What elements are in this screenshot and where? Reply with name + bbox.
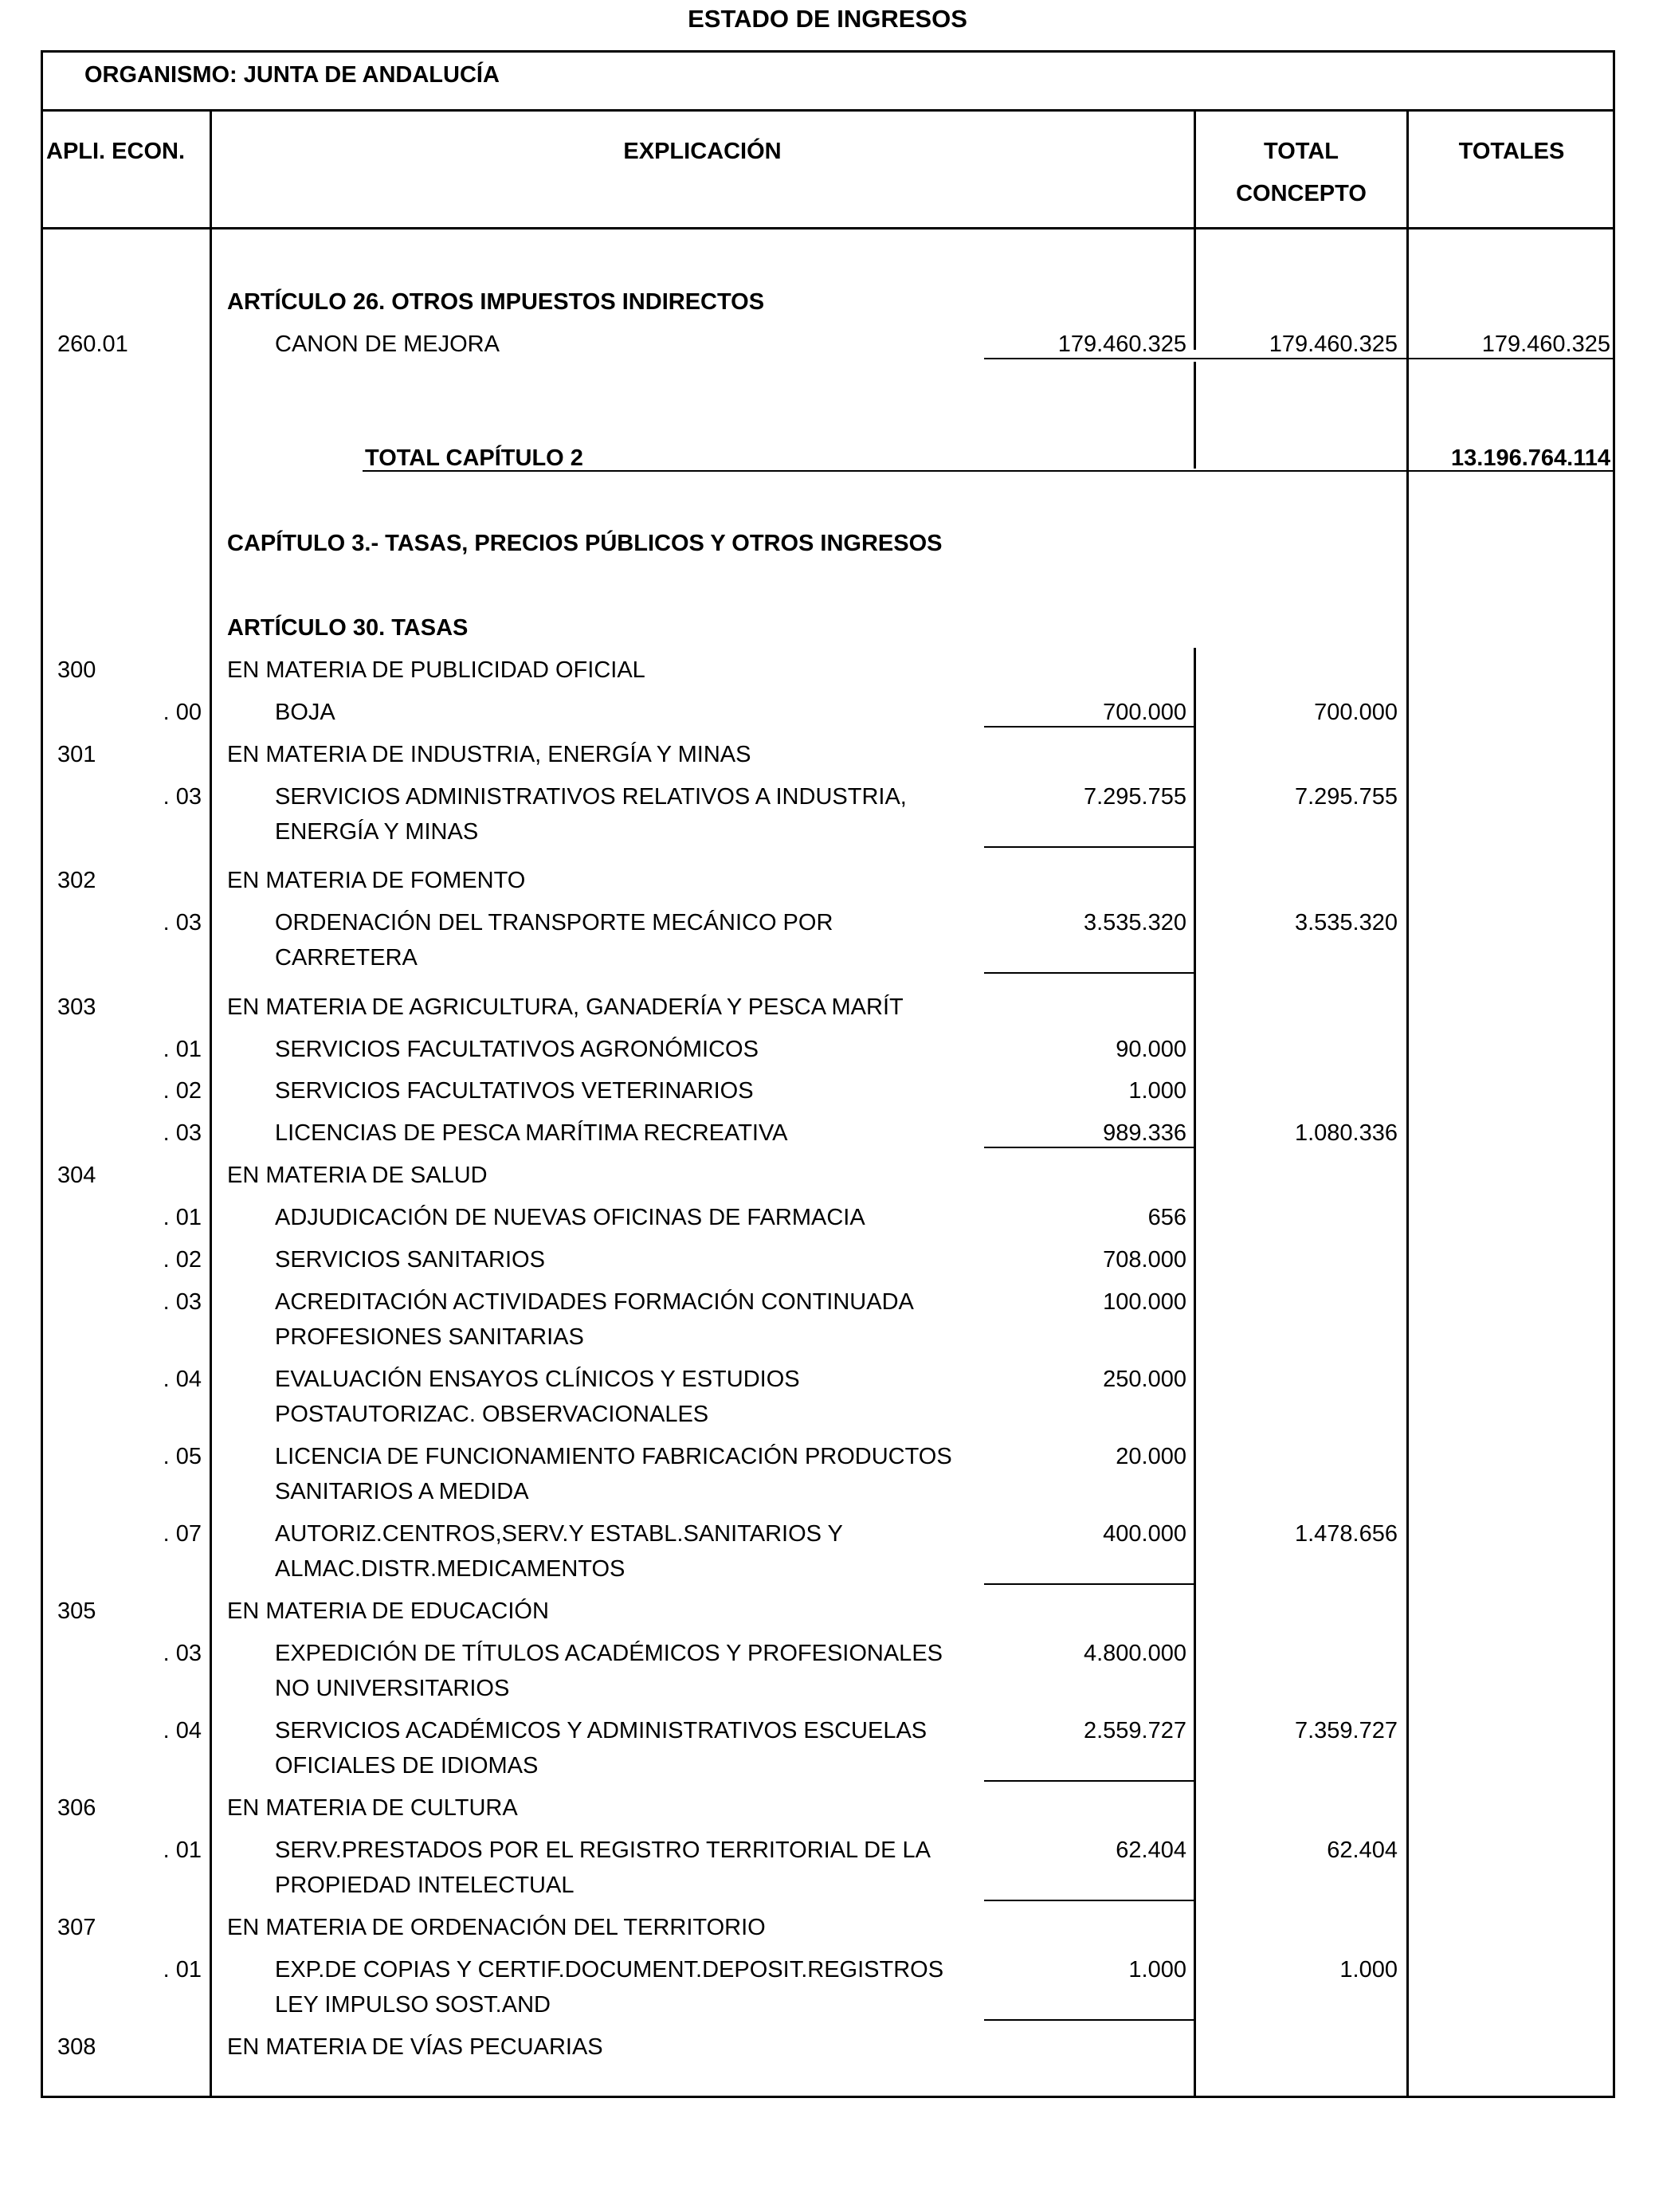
row-group-label: EN MATERIA DE AGRICULTURA, GANADERÍA Y PESCA MARÍT [227,994,904,1020]
row-description: LICENCIA DE FUNCIONAMIENTO FABRICACIÓN PRODUCTOS [275,1444,952,1469]
row-amount: 700.000 [1103,700,1186,725]
row-econ: . 07 [163,1521,202,1547]
header-explicacion: EXPLICACIÓN [623,139,782,164]
row-econ: . 01 [163,1957,202,1983]
row-apli: 300 [57,657,96,683]
row-description: BOJA [275,700,335,725]
row-amount: 400.000 [1103,1521,1186,1547]
row-econ: . 03 [163,1289,202,1315]
row-apli: 308 [57,2034,96,2060]
row-group-label: EN MATERIA DE FOMENTO [227,868,526,893]
column-divider [1194,362,1196,469]
underline [984,1780,1194,1782]
row-group-label: EN MATERIA DE PUBLICIDAD OFICIAL [227,657,645,683]
underline [984,972,1194,974]
row-heading: CAPÍTULO 3.- TASAS, PRECIOS PÚBLICOS Y OTROS INGRESOS [227,531,943,556]
row-description: SERVICIOS FACULTATIVOS VETERINARIOS [275,1078,754,1104]
row-totales: 13.196.764.114 [1451,445,1610,471]
row-group-label: EN MATERIA DE EDUCACIÓN [227,1598,549,1624]
row-econ: . 05 [163,1444,202,1469]
row-econ: . 04 [163,1367,202,1392]
column-divider [1194,648,1196,2098]
row-amount: 20.000 [1116,1444,1186,1469]
row-description: EXPEDICIÓN DE TÍTULOS ACADÉMICOS Y PROFESIONALES [275,1641,943,1666]
underline [984,358,1194,359]
row-amount: 179.460.325 [1057,331,1186,357]
row-amount: 4.800.000 [1083,1641,1186,1666]
row-heading: ARTÍCULO 30. TASAS [227,615,469,641]
row-group-label: EN MATERIA DE SALUD [227,1163,488,1188]
underline [984,846,1194,848]
row-econ: . 03 [163,1120,202,1146]
row-total-concepto: 1.000 [1339,1957,1398,1983]
row-total-label: TOTAL CAPÍTULO 2 [365,445,583,471]
row-econ: . 00 [163,700,202,725]
row-description-cont: NO UNIVERSITARIOS [275,1676,510,1701]
row-description: SERVICIOS ACADÉMICOS Y ADMINISTRATIVOS ESCUELAS [275,1718,928,1743]
row-group-label: EN MATERIA DE ORDENACIÓN DEL TERRITORIO [227,1915,766,1940]
row-econ: . 02 [163,1078,202,1104]
underline [984,726,1194,728]
row-amount: 90.000 [1116,1037,1186,1062]
row-amount: 100.000 [1103,1289,1186,1315]
row-group-label: EN MATERIA DE INDUSTRIA, ENERGÍA Y MINAS [227,742,751,767]
row-description: EVALUACIÓN ENSAYOS CLÍNICOS Y ESTUDIOS [275,1367,800,1392]
row-apli: 305 [57,1598,96,1624]
underline [984,1583,1194,1585]
row-description: ORDENACIÓN DEL TRANSPORTE MECÁNICO POR [275,910,833,935]
row-description: SERVICIOS ADMINISTRATIVOS RELATIVOS A INDUSTRIA, [275,784,907,810]
organismo-label: ORGANISMO: JUNTA DE ANDALUCÍA [84,62,500,88]
row-econ: . 03 [163,784,202,810]
row-apli: 302 [57,868,96,893]
row-description-cont: LEY IMPULSO SOST.AND [275,1992,551,2018]
header-apli-econ: APLI. ECON. [46,139,186,164]
page-title: ESTADO DE INGRESOS [688,5,967,33]
row-apli: 306 [57,1795,96,1821]
row-total-concepto: 179.460.325 [1269,331,1398,357]
row-description-cont: PROFESIONES SANITARIAS [275,1324,584,1350]
row-description: ADJUDICACIÓN DE NUEVAS OFICINAS DE FARMACIA [275,1205,865,1230]
row-amount: 656 [1147,1205,1186,1230]
row-description: ACREDITACIÓN ACTIVIDADES FORMACIÓN CONTINUADA [275,1289,914,1315]
row-amount: 2.559.727 [1083,1718,1186,1743]
row-description-cont: ALMAC.DISTR.MEDICAMENTOS [275,1556,626,1582]
header-totales: TOTALES [1458,139,1565,164]
row-description-cont: CARRETERA [275,945,418,971]
row-group-label: EN MATERIA DE CULTURA [227,1795,518,1821]
divider [41,109,1615,112]
row-amount: 3.535.320 [1083,910,1186,935]
divider [41,227,1615,229]
underline [1406,358,1615,359]
row-total-concepto: 62.404 [1327,1837,1398,1863]
row-econ: . 03 [163,1641,202,1666]
row-amount: 62.404 [1116,1837,1186,1863]
row-apli: 303 [57,994,96,1020]
row-description-cont: OFICIALES DE IDIOMAS [275,1753,539,1779]
row-amount: 1.000 [1128,1957,1186,1983]
row-amount: 708.000 [1103,1247,1186,1273]
row-description-cont: PROPIEDAD INTELECTUAL [275,1873,575,1898]
row-description: AUTORIZ.CENTROS,SERV.Y ESTABL.SANITARIOS Y [275,1521,843,1547]
row-description-cont: ENERGÍA Y MINAS [275,819,479,845]
row-totales: 179.460.325 [1481,331,1610,357]
underline [363,470,1406,472]
underline [984,1147,1194,1148]
column-divider [1194,109,1196,350]
row-description: SERVICIOS SANITARIOS [275,1247,545,1273]
row-description: LICENCIAS DE PESCA MARÍTIMA RECREATIVA [275,1120,788,1146]
column-divider [1406,109,1409,2098]
row-econ: . 02 [163,1247,202,1273]
row-amount: 989.336 [1103,1120,1186,1146]
row-amount: 7.295.755 [1083,784,1186,810]
underline [1194,358,1406,359]
row-description: CANON DE MEJORA [275,331,500,357]
row-total-concepto: 7.359.727 [1294,1718,1398,1743]
row-total-concepto: 1.478.656 [1294,1521,1398,1547]
underline [1406,470,1615,472]
row-econ: . 01 [163,1837,202,1863]
row-apli: 307 [57,1915,96,1940]
row-econ: . 01 [163,1037,202,1062]
row-description-cont: SANITARIOS A MEDIDA [275,1479,529,1504]
underline [984,2019,1194,2021]
row-group-label: EN MATERIA DE VÍAS PECUARIAS [227,2034,603,2060]
row-description-cont: POSTAUTORIZAC. OBSERVACIONALES [275,1402,709,1427]
row-total-concepto: 1.080.336 [1294,1120,1398,1146]
row-heading: ARTÍCULO 26. OTROS IMPUESTOS INDIRECTOS [227,289,765,315]
row-econ: . 01 [163,1205,202,1230]
row-total-concepto: 700.000 [1314,700,1398,725]
row-total-concepto: 3.535.320 [1294,910,1398,935]
row-apli: 304 [57,1163,96,1188]
row-apli: 260.01 [57,331,128,357]
row-econ: . 03 [163,910,202,935]
row-apli: 301 [57,742,96,767]
row-description: SERV.PRESTADOS POR EL REGISTRO TERRITORIAL DE LA [275,1837,931,1863]
row-total-concepto: 7.295.755 [1294,784,1398,810]
row-amount: 1.000 [1128,1078,1186,1104]
underline [984,1900,1194,1901]
row-econ: . 04 [163,1718,202,1743]
header-total-concepto-1: TOTAL [1264,139,1339,164]
header-total-concepto-2: CONCEPTO [1236,181,1367,206]
column-divider [210,109,212,2098]
row-amount: 250.000 [1103,1367,1186,1392]
row-description: SERVICIOS FACULTATIVOS AGRONÓMICOS [275,1037,759,1062]
row-description: EXP.DE COPIAS Y CERTIF.DOCUMENT.DEPOSIT.REGISTROS [275,1957,944,1983]
